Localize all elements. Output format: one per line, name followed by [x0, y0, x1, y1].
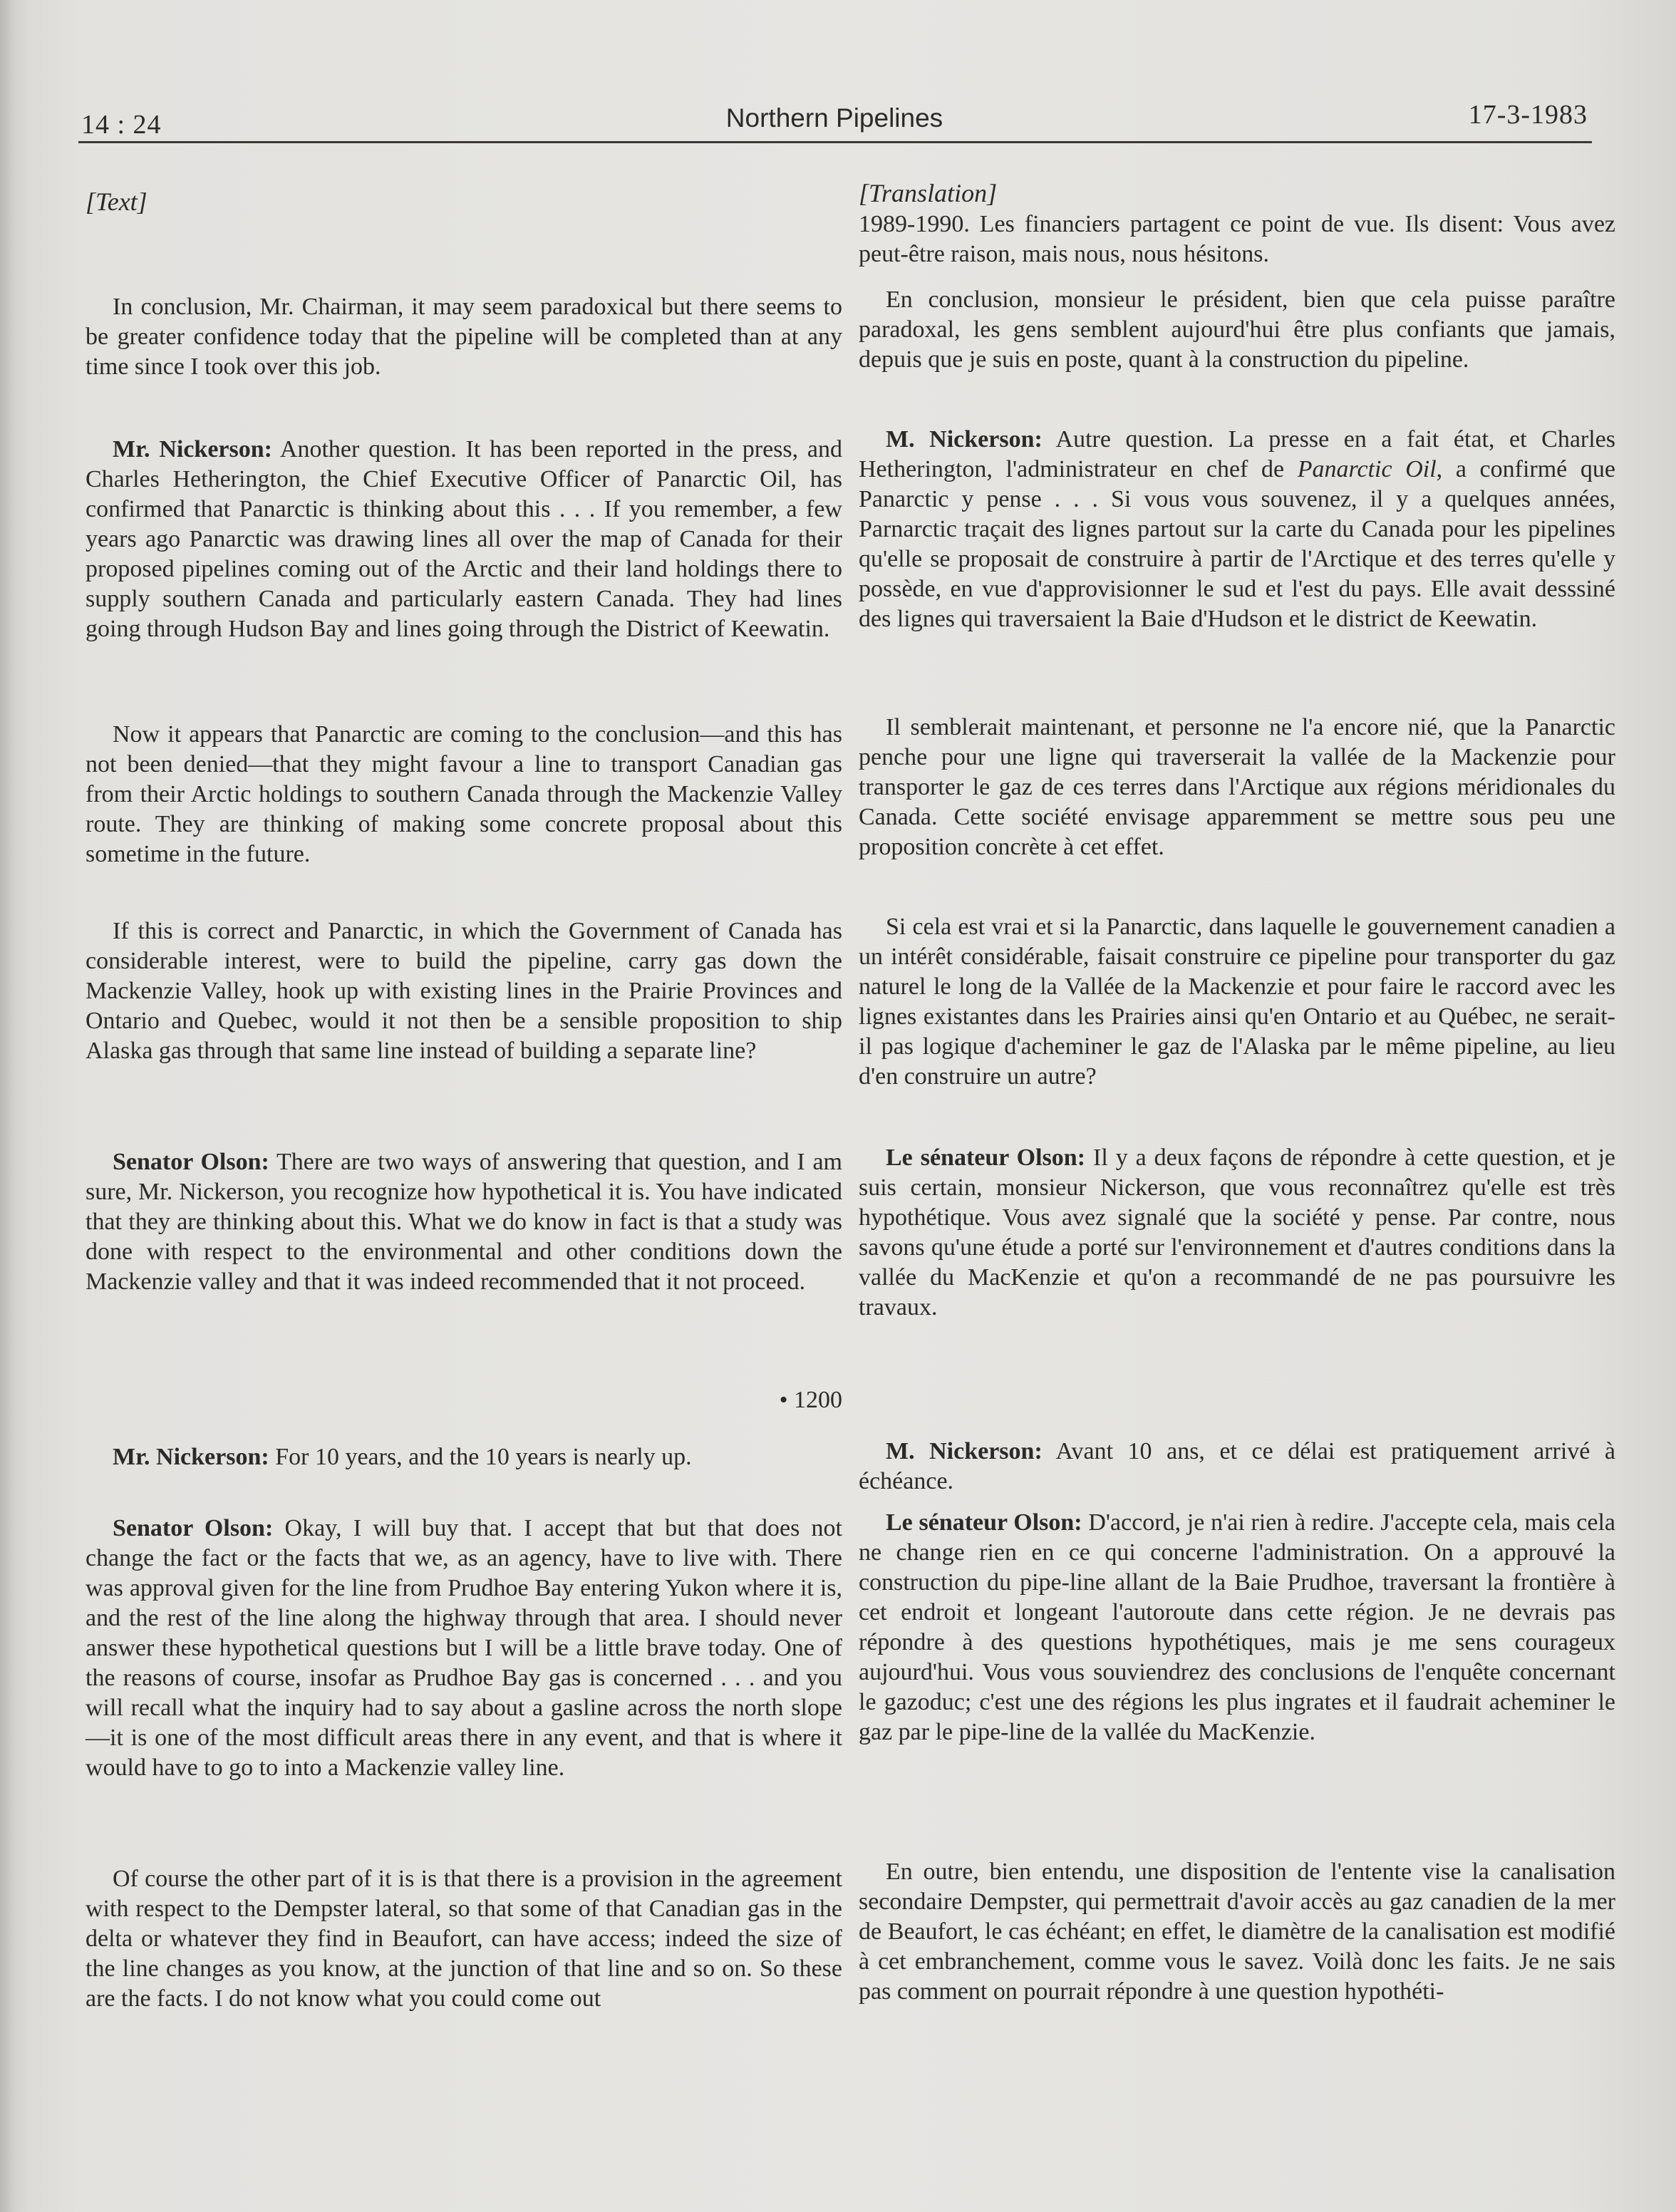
paragraph-body: [859, 425, 1615, 634]
paragraph-nickerson-question-fr: [859, 425, 1615, 634]
paragraph-text: Autre question. La presse en a fait état, et Charles Hetherington, l'administrateur en chef de: [859, 426, 1616, 482]
paragraph-nickerson-10-years: [86, 1442, 842, 1472]
paragraph-dempster: [86, 1864, 842, 2014]
page-number: 14 : 24: [81, 110, 162, 140]
speaker-name: M. Nickerson:: [886, 426, 1043, 453]
paragraph-panarctic-conclusion: [86, 720, 842, 869]
paragraph-olson-answer-fr: [859, 1143, 1615, 1323]
paragraph-panarctic-proposition: [86, 916, 842, 1066]
paragraph-text: Another question. It has been reported in the press, and Charles Hetherington, the Chief Executive Officer of Panarctic Oil, has confirmed that Panarctic is thinking about this . . . If you remember, a few years ago Panarctic was drawing lines all over the map of Canada for their proposed pipelines coming out of the Arctic and their land holdings there to supply southern Canada and particularly eastern Canada. They had lines going through Hudson Bay and lines going through the District of Keewatin.: [86, 436, 842, 642]
paragraph-text: En conclusion, monsieur le président, bien que cela puisse paraître paradoxal, les gens semblent aujourd'hui être plus confiants que jamais, depuis que je suis en poste, quant à la construction du pipeline.: [859, 286, 1615, 373]
paragraph-body: [86, 435, 842, 644]
speaker-name: Senator Olson:: [113, 1149, 269, 1175]
speaker-name: M. Nickerson:: [886, 1438, 1043, 1464]
paragraph-text: There are two ways of answering that question, and I am sure, Mr. Nickerson, you recognize how hypothetical it is. You have indicated that they are thinking about this. What we do know in fact is that a study was done with respect to the environmental and other conditions down the Mackenzie valley and that it was indeed recommended that it not proceed.: [86, 1149, 842, 1295]
book-spine-shadow: [0, 0, 16, 2212]
paragraph-text: En outre, bien entendu, une disposition de l'entente vise la canalisation secondaire Dempster, qui permettrait d'avoir accès au gaz canadien de la mer de Beaufort, le cas échéant; en effet, le diamètre de la canalisation est modifié à cet embranchement, comme vous le savez. Voilà donc les faits. Je ne sais pas comment on pourrait répondre à une question hypothéti-: [859, 1859, 1615, 2005]
paragraph-conclusion: [86, 292, 842, 382]
page-header: [78, 96, 1590, 148]
paragraph-dempster-fr: [859, 1857, 1615, 2007]
translation-tag: [Translation]: [859, 179, 998, 207]
paragraph-text: In conclusion, Mr. Chairman, it may seem paradoxical but there seems to be greater confidence today that the pipeline will be completed than at any time since I took over this job.: [86, 294, 842, 380]
paragraph-body: [86, 1514, 842, 1783]
paragraph-text: Si cela est vrai et si la Panarctic, dans laquelle le gouvernement canadien a un intérêt considérable, faisait construire ce pipeline pour transporter du gaz naturel le long de la Vallée de la Mackenzie et pour faire le raccord avec les lignes existantes dans les Prairies ainsi qu'en Ontario et au Québec, ne serait-il pas logique d'acheminer le gaz de l'Alaska par le même pipeline, au lieu d'en construire un autre?: [859, 914, 1615, 1090]
paragraph-text: Of course the other part of it is is that there is a provision in the agreement with respect to the Dempster lateral, so that some of that Canadian gas in the delta or whatever they find in Beaufort, can have access; indeed the size of the line changes as you know, at the junction of that line and so on. So these are the facts. I do not know what you could come out: [86, 1866, 842, 2012]
paragraph-text: , a confirmé que Panarctic y pense . . . Si vous vous souvenez, il y a quelques années, Parnarctic traçait des lignes partout sur la carte du Canada pour les pipelines qu'elle se proposait de construire à partir de l'Arctique et des terres qu'elle y possède, en vue d'approvisionner le sud et l'est du pays. Elle avait desssiné des lignes qui traversaient la Baie d'Hudson et le district de Keewatin.: [859, 456, 1615, 632]
running-title: Northern Pipelines: [725, 103, 943, 133]
paragraph-text: If this is correct and Panarctic, in which the Government of Canada has considerable interest, were to build the pipeline, carry gas down the Mackenzie Valley, hook up with existing lines in the Prairie Provinces and Ontario and Quebec, would it not then be a sensible proposition to ship Alaska gas through that same line instead of building a separate line?: [86, 918, 842, 1064]
paragraph-text: Il y a deux façons de répondre à cette question, et je suis certain, monsieur Nickerson, que vous reconnaîtrez qu'elle est très hypothétique. Vous avez signalé que la société y pense. Par contre, nous savons qu'une étude a porté sur l'environnement et d'autres conditions dans la vallée du MacKenzie et qu'on a recommandé de ne pas poursuivre les travaux.: [859, 1144, 1616, 1321]
paragraph-text: Il semblerait maintenant, et personne ne l'a encore nié, que la Panarctic penche pour une ligne qui traverserait la vallée de la Mackenzie pour transporter le gaz de ces terres dans l'Arctique aux régions méridionales du Canada. Cette société envisage apparemment se mettre sous peu une proposition concrète à cet effet.: [859, 714, 1615, 860]
time-marker: • 1200: [779, 1387, 842, 1413]
paragraph-conclusion-fr: [859, 285, 1615, 375]
header-rule: [78, 141, 1592, 143]
paragraph-text: Now it appears that Panarctic are coming to the conclusion—and this has not been denied—that they might favour a line to transport Canadian gas from their Arctic holdings to southern Canada through the Mackenzie Valley route. They are thinking of making some concrete proposal about this sometime in the future.: [86, 721, 842, 867]
paragraph-text: Avant 10 ans, et ce délai est pratiquement arrivé à échéance.: [859, 1438, 1615, 1494]
paragraph-body: [859, 1508, 1615, 1747]
speaker-name: Senator Olson:: [113, 1515, 274, 1541]
paragraph-olson-okay: [86, 1514, 842, 1783]
paragraph-body: [859, 1143, 1615, 1323]
paragraph-nickerson-10-ans: [859, 1437, 1615, 1497]
paragraph-olson-daccord: [859, 1508, 1615, 1747]
speaker-name: Le sénateur Olson:: [886, 1509, 1082, 1536]
paragraph-proposition-fr: [859, 912, 1615, 1092]
paragraph-text: 1989-1990. Les financiers partagent ce point de vue. Ils disent: Vous avez peut-être raison, mais nous, nous hésitons.: [859, 211, 1615, 267]
company-name: Panarctic Oil: [1297, 456, 1437, 482]
paragraph-text: For 10 years, and the 10 years is nearly up.: [275, 1444, 692, 1470]
speaker-name: Mr. Nickerson:: [113, 436, 272, 462]
paragraph-olson-answer: [86, 1147, 842, 1297]
paragraph-body: [86, 1147, 842, 1297]
paragraph-body: [86, 1442, 842, 1472]
text-tag: [Text]: [86, 187, 148, 216]
speaker-name: Mr. Nickerson:: [113, 1444, 269, 1470]
paragraph-nickerson-question: [86, 435, 842, 644]
paragraph-financiers: [859, 210, 1615, 269]
header-date: 17-3-1983: [1468, 100, 1588, 130]
paragraph-panarctic-fr: [859, 713, 1615, 862]
speaker-name: Le sénateur Olson:: [886, 1144, 1086, 1171]
paragraph-text: D'accord, je n'ai rien à redire. J'accepte cela, mais cela ne change rien en ce qui concerne l'administration. On a approuvé la construction du pipe-line allant de la Baie Prudhoe, traversant la frontière à cet endroit et longeant l'autoroute dans cette région. Je ne devrais pas répondre à des questions hypothétiques, mais je me sens courageux aujourd'hui. Vous vous souviendrez des conclusions de l'enquête concernant le gazoduc; c'est une des régions les plus ingrates et il faudrait acheminer le gaz par le pipe-line de la vallée du MacKenzie.: [859, 1509, 1616, 1745]
paragraph-body: [859, 1437, 1615, 1497]
paragraph-text: Okay, I will buy that. I accept that but that does not change the fact or the facts that we, as an agency, have to live with. There was approval given for the line from Prudhoe Bay entering Yukon where it is, and the rest of the line along the highway through that area. I should never answer these hypothetical questions but I will be a little brave today. One of the reasons of course, insofar as Prudhoe Bay gas is concerned . . . and you will recall what the inquiry had to say about a gasline across the north slope—it is one of the most difficult areas there in any event, and that is where it would have to go to into a Mackenzie valley line.: [86, 1515, 842, 1781]
